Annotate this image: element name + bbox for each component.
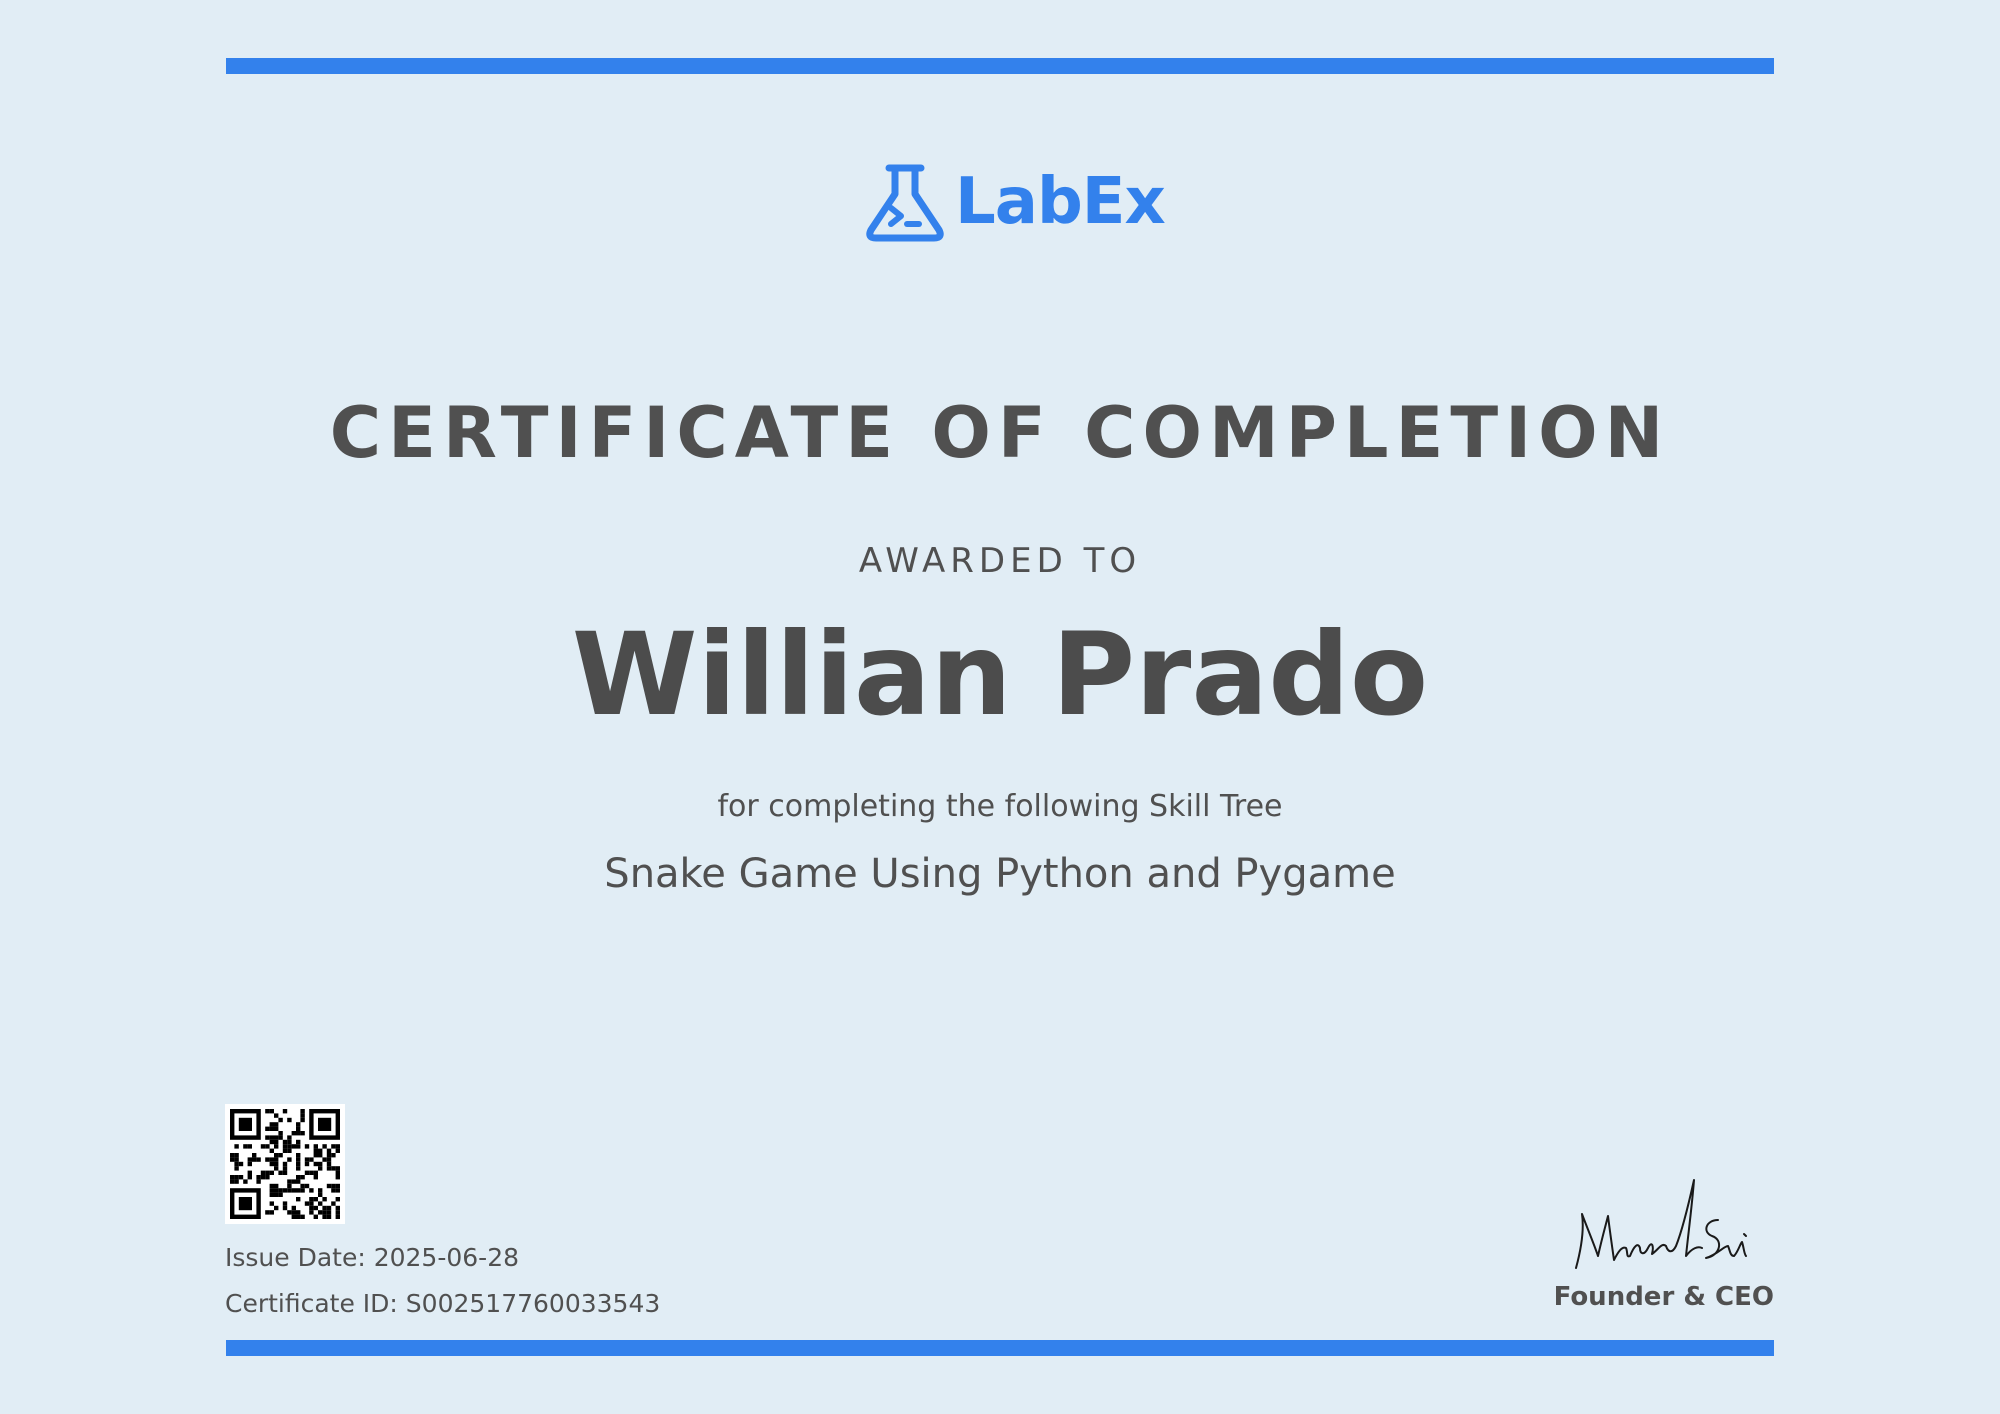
qr-code-icon <box>225 1104 345 1224</box>
recipient-name: Willian Prado <box>571 608 1429 741</box>
top-accent-bar <box>226 58 1774 74</box>
signature-icon <box>1568 1176 1768 1276</box>
flask-terminal-icon <box>863 160 947 244</box>
signer-title: Founder & CEO <box>1553 1282 1774 1312</box>
issue-date: Issue Date: 2025-06-28 <box>225 1243 520 1272</box>
brand-name: LabEx <box>955 165 1165 239</box>
bottom-accent-bar <box>226 1340 1774 1356</box>
certificate-title: CERTIFICATE OF COMPLETION <box>329 392 1671 474</box>
certificate-id: Certificate ID: S002517760033543 <box>225 1289 661 1318</box>
course-name: Snake Game Using Python and Pygame <box>604 851 1396 897</box>
labex-logo <box>863 160 1165 244</box>
completion-text: for completing the following Skill Tree <box>717 789 1283 824</box>
awarded-label: AWARDED TO <box>858 541 1142 581</box>
